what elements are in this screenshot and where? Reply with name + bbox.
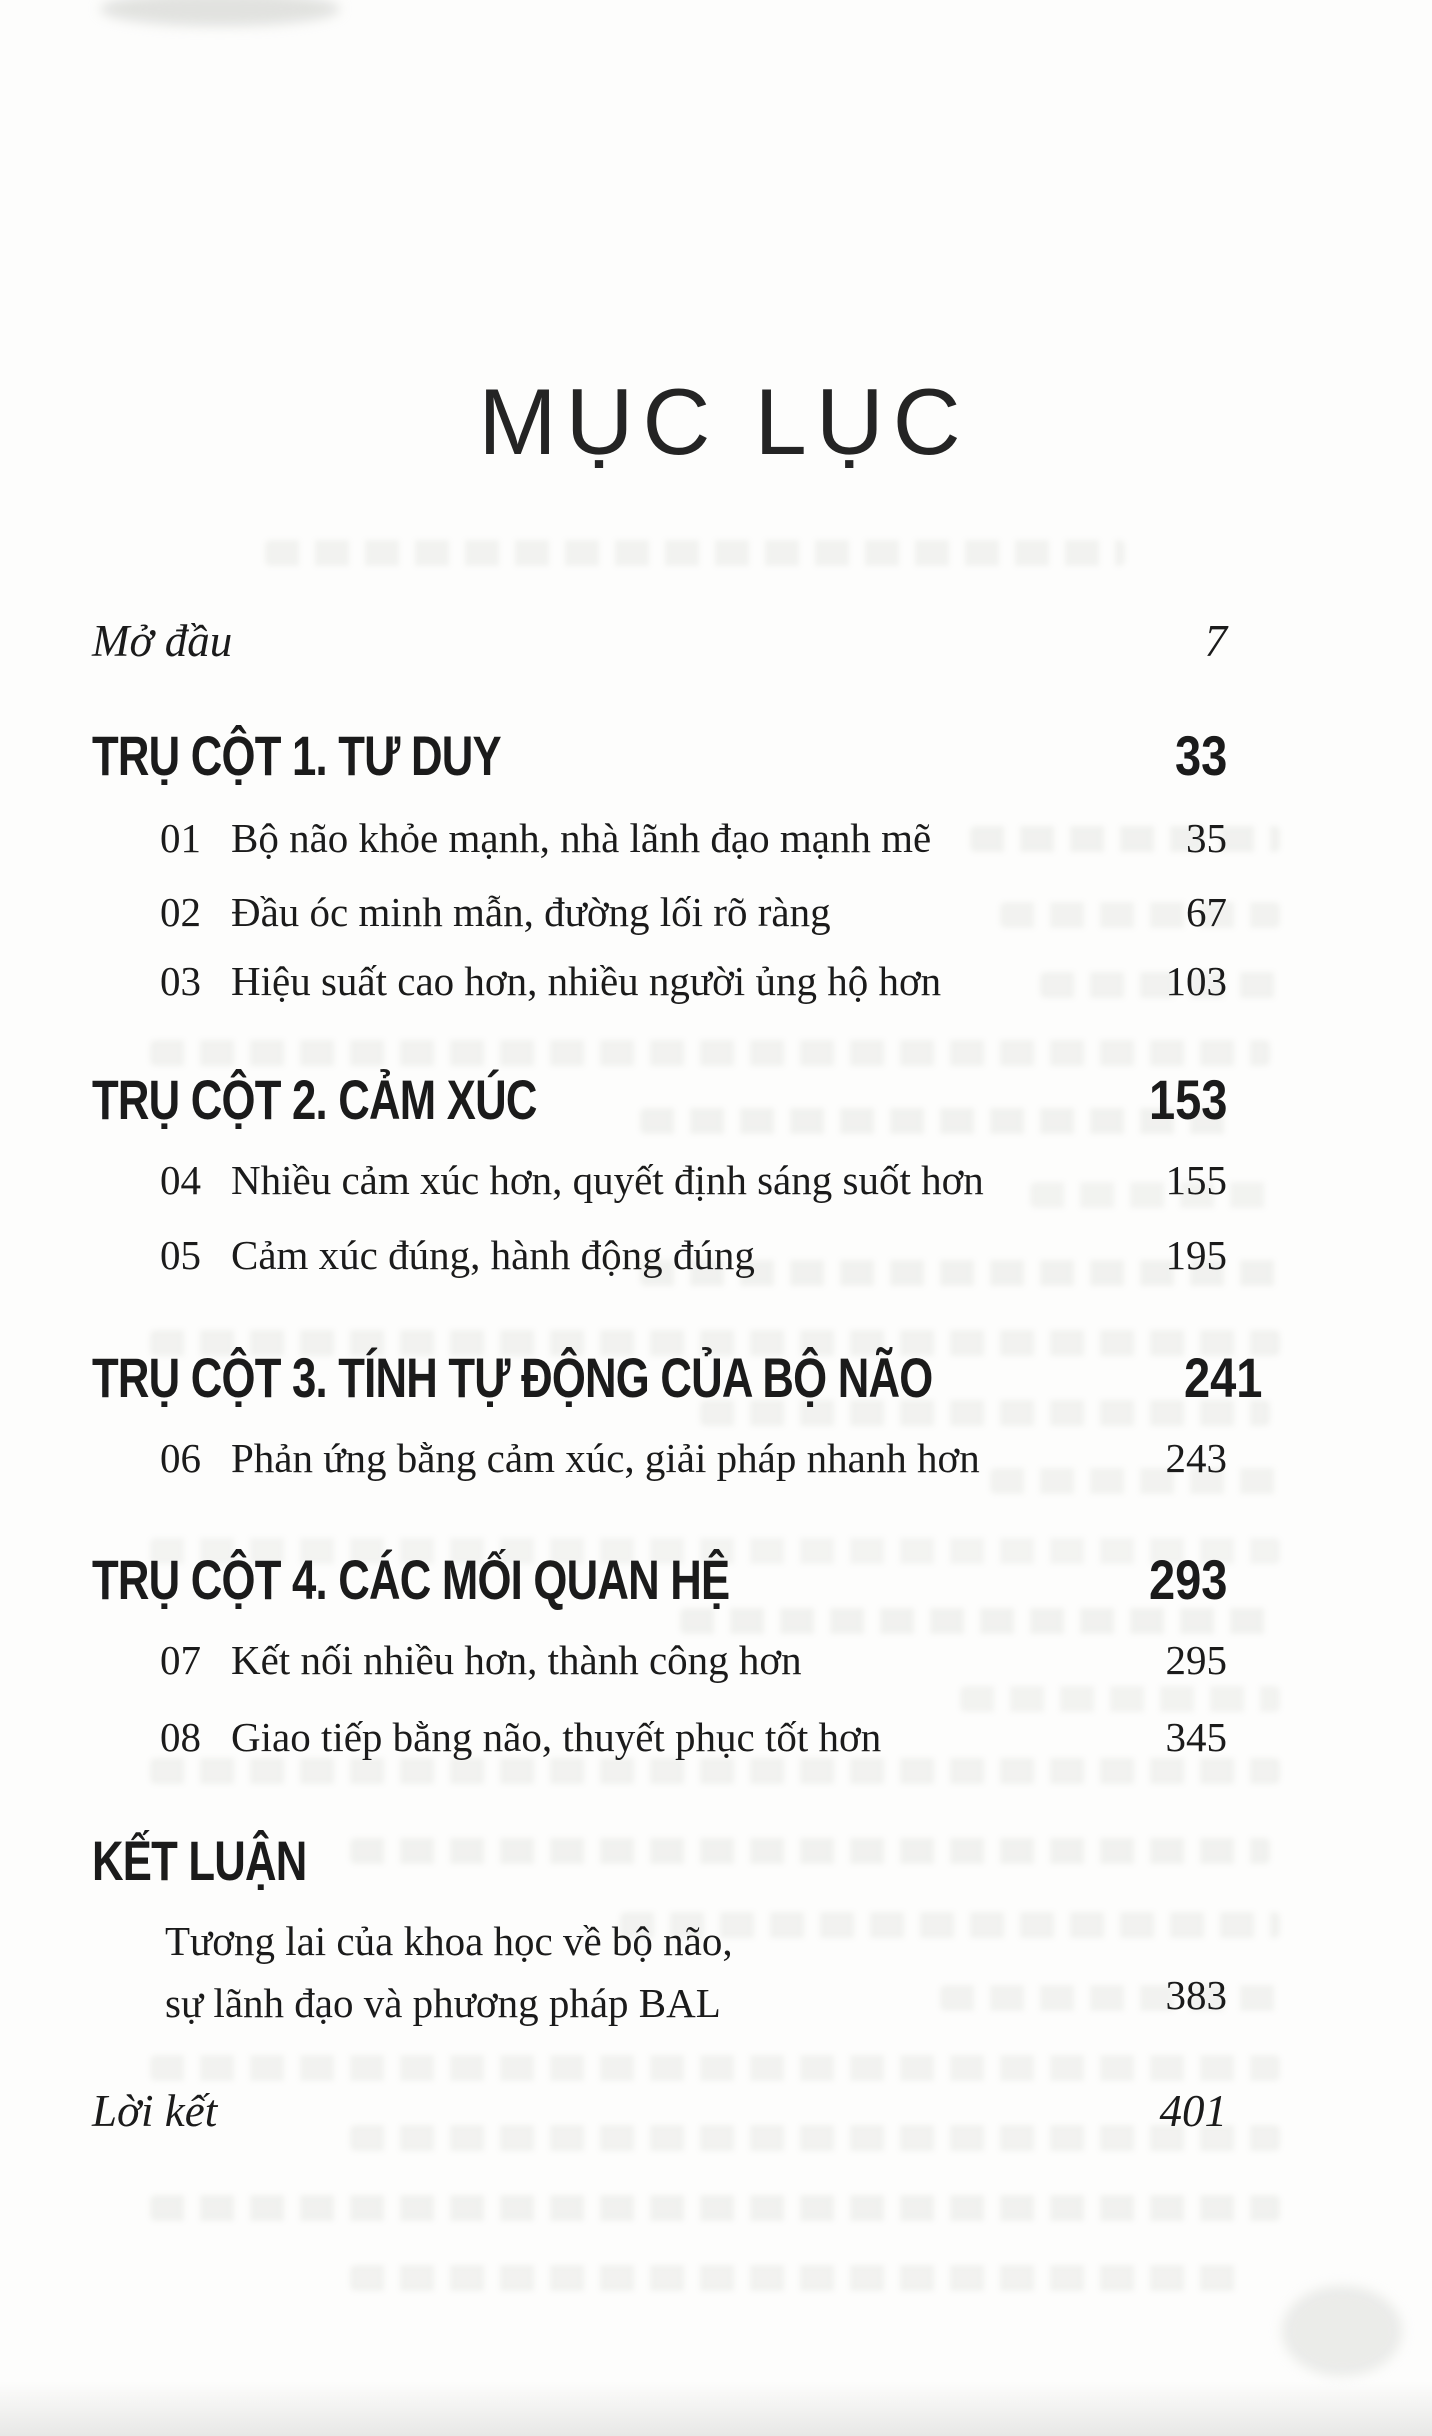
toc-entry-ch07 <box>92 1634 1227 1687</box>
entry-page-number: 7 <box>1204 616 1227 666</box>
scan-smudge-artifact <box>100 0 340 26</box>
chapter-number: 06 <box>160 1435 201 1481</box>
chapter-number: 02 <box>160 889 201 935</box>
toc-entry-ch04 <box>92 1154 1227 1207</box>
chapter-title: Kết nối nhiều hơn, thành công hơn <box>231 1637 802 1683</box>
toc-entry-ch03 <box>92 955 1227 1008</box>
section-page-number: 241 <box>1184 1346 1263 1409</box>
section-label: TRỤ CỘT 1. TƯ DUY <box>92 724 501 787</box>
chapter-number: 04 <box>160 1157 201 1203</box>
chapter-title: Phản ứng bằng cảm xúc, giải pháp nhanh hơn <box>231 1435 980 1481</box>
chapter-number: 08 <box>160 1714 201 1760</box>
entry-page-number: 35 <box>1186 815 1227 861</box>
toc-entry-ch01 <box>92 812 1227 865</box>
section-page-number: 33 <box>1174 724 1227 787</box>
entry-page-number: 243 <box>1165 1435 1227 1481</box>
toc-section-pillar3 <box>92 1344 1263 1411</box>
chapter-title: Cảm xúc đúng, hành động đúng <box>231 1232 755 1278</box>
toc-entry-intro <box>92 612 1227 670</box>
toc-entry-ch08 <box>92 1711 1227 1764</box>
bleedthrough-artifact <box>150 2195 1280 2221</box>
entry-label: Mở đầu <box>92 616 233 666</box>
chapter-number: 05 <box>160 1232 201 1278</box>
conclusion-text <box>165 1910 733 2034</box>
entry-page-number: 155 <box>1165 1157 1227 1203</box>
entry-page-number: 401 <box>1159 2086 1227 2136</box>
toc-section-pillar1 <box>92 722 1227 789</box>
chapter-title: Đầu óc minh mẫn, đường lối rõ ràng <box>231 889 831 935</box>
bleedthrough-artifact <box>350 2265 1250 2291</box>
toc-entry-ch02 <box>92 886 1227 939</box>
chapter-number: 01 <box>160 815 201 861</box>
section-page-number: 293 <box>1148 1548 1227 1611</box>
entry-label: Lời kết <box>92 2086 218 2136</box>
chapter-title: Giao tiếp bằng não, thuyết phục tốt hơn <box>231 1714 882 1760</box>
chapter-title: Nhiều cảm xúc hơn, quyết định sáng suốt hơn <box>231 1157 984 1203</box>
section-page-number: 153 <box>1148 1068 1227 1131</box>
section-label: TRỤ CỘT 4. CÁC MỐI QUAN HỆ <box>92 1548 730 1611</box>
chapter-title: Hiệu suất cao hơn, nhiều người ủng hộ hơn <box>231 958 942 1004</box>
chapter-number: 07 <box>160 1637 201 1683</box>
entry-page-number: 345 <box>1165 1714 1227 1760</box>
bleedthrough-artifact <box>265 540 1125 566</box>
entry-page-number: 67 <box>1186 889 1227 935</box>
chapter-number: 03 <box>160 958 201 1004</box>
bleedthrough-artifact <box>150 1040 1270 1066</box>
bleedthrough-artifact <box>150 2055 1280 2081</box>
toc-section-pillar2 <box>92 1066 1227 1133</box>
page-title: MỤC LỤC <box>478 369 970 474</box>
scan-edge-artifact <box>0 2381 1432 2436</box>
section-label: TRỤ CỘT 2. CẢM XÚC <box>92 1068 537 1131</box>
conclusion-line2: sự lãnh đạo và phương pháp BAL <box>165 1980 721 2026</box>
scan-smudge-artifact <box>1282 2286 1402 2376</box>
section-label: KẾT LUẬN <box>92 1829 307 1892</box>
conclusion-line1: Tương lai của khoa học về bộ não, <box>165 1918 733 1964</box>
toc-entry-ch06 <box>92 1432 1227 1485</box>
bleedthrough-artifact <box>960 1686 1280 1712</box>
toc-entry-ch05 <box>92 1229 1227 1282</box>
toc-entry-outro <box>92 2082 1227 2140</box>
entry-page-number: 195 <box>1165 1232 1227 1278</box>
entry-page-number: 383 <box>1165 1972 1227 2018</box>
entry-page-number: 103 <box>1165 958 1227 1004</box>
entry-page-number: 295 <box>1165 1637 1227 1683</box>
section-label: TRỤ CỘT 3. TÍNH TỰ ĐỘNG CỦA BỘ NÃO <box>92 1346 933 1409</box>
toc-section-pillar4 <box>92 1546 1227 1613</box>
chapter-title: Bộ não khỏe mạnh, nhà lãnh đạo mạnh mẽ <box>231 815 932 861</box>
toc-section-conclusion <box>92 1827 1227 1894</box>
toc-entry-conclusion <box>92 1910 1227 2034</box>
